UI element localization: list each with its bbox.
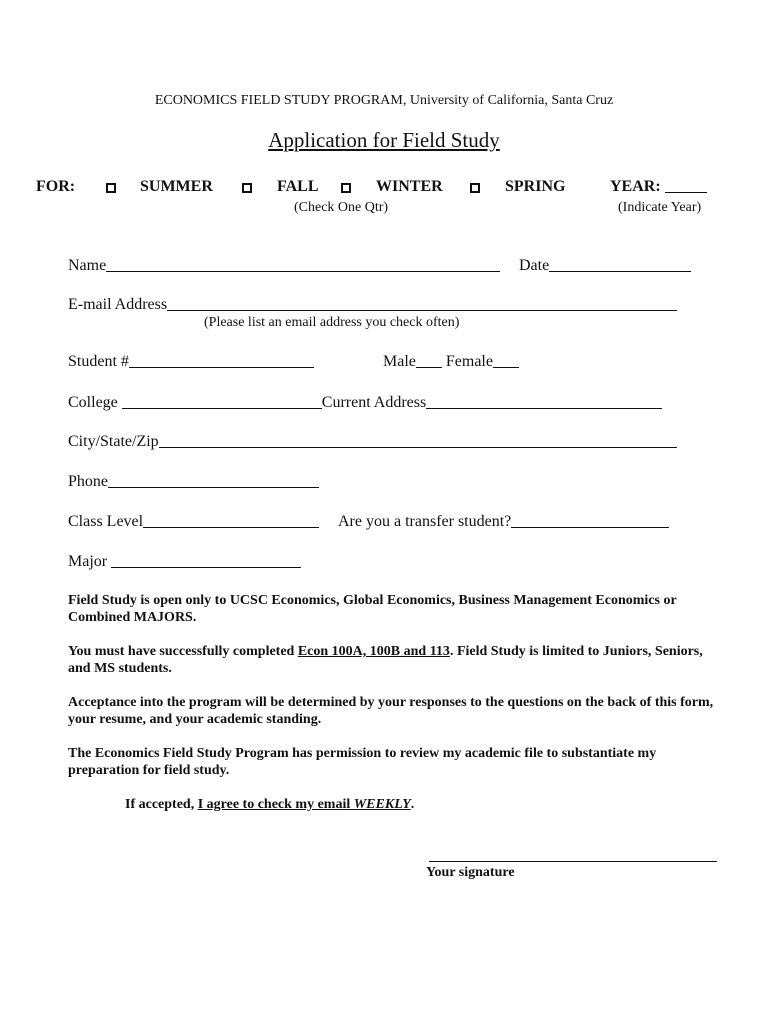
prerequisite-courses: Econ 100A, 100B and 113 bbox=[297, 644, 450, 659]
email-field bbox=[68, 296, 677, 314]
phone-field bbox=[68, 473, 319, 491]
name-field bbox=[68, 257, 500, 275]
prerequisite-limit: . Field Study is limited to Juniors, Seniors, and MS students. bbox=[68, 644, 703, 676]
phone-label: Phone bbox=[68, 473, 108, 490]
form-title: Application for Field Study bbox=[268, 128, 500, 152]
student-number-label: Student # bbox=[68, 353, 129, 370]
male-label: Male bbox=[383, 353, 416, 370]
email-note: (Please list an email address you check often) bbox=[204, 315, 460, 330]
class-level-field bbox=[68, 513, 319, 531]
summer-checkbox[interactable] bbox=[106, 183, 116, 193]
current-address-label: Current Address bbox=[321, 394, 427, 411]
agreement-underlined bbox=[198, 797, 411, 812]
winter-label: WINTER bbox=[376, 178, 443, 195]
permission-paragraph: The Economics Field Study Program has permission to review my academic file to substantiate my preparation for field study. bbox=[68, 746, 657, 778]
university-name: University of California, Santa Cruz bbox=[409, 93, 614, 108]
check-one-note: (Check One Qtr) bbox=[294, 200, 389, 215]
major-line[interactable] bbox=[111, 566, 301, 568]
agreement-weekly: WEEKLY bbox=[353, 797, 411, 812]
spring-checkbox[interactable] bbox=[470, 183, 480, 193]
transfer-field bbox=[338, 513, 669, 531]
transfer-line[interactable] bbox=[511, 526, 669, 528]
major-field bbox=[68, 553, 301, 571]
email-line[interactable] bbox=[167, 309, 677, 311]
date-field bbox=[519, 257, 691, 275]
program-name: ECONOMICS FIELD STUDY PROGRAM, bbox=[154, 93, 407, 108]
class-level-line[interactable] bbox=[143, 526, 319, 528]
year-label: YEAR: bbox=[610, 178, 661, 195]
college-line[interactable] bbox=[122, 407, 322, 409]
eligibility-paragraph: Field Study is open only to UCSC Economics, Global Economics, Business Management Economics or Combined MAJORS. bbox=[68, 593, 677, 625]
year-field bbox=[610, 178, 707, 196]
college-field bbox=[68, 394, 662, 412]
email-label: E-mail Address bbox=[68, 296, 168, 313]
fall-label: FALL bbox=[277, 178, 319, 195]
major-label: Major bbox=[68, 553, 108, 570]
gender-field bbox=[383, 353, 519, 371]
female-label: Female bbox=[445, 353, 493, 370]
college-label: College bbox=[68, 394, 118, 411]
current-address-line[interactable] bbox=[426, 407, 662, 409]
signature-label: Your signature bbox=[426, 865, 515, 880]
agreement-line bbox=[125, 797, 414, 813]
name-line[interactable] bbox=[106, 270, 500, 272]
date-label: Date bbox=[519, 257, 550, 274]
male-line[interactable] bbox=[416, 366, 442, 368]
transfer-label: Are you a transfer student? bbox=[338, 513, 512, 530]
city-state-zip-label: City/State/Zip bbox=[68, 433, 159, 450]
form-title-row bbox=[0, 128, 768, 153]
name-label: Name bbox=[68, 257, 107, 274]
summer-label: SUMMER bbox=[140, 178, 213, 195]
prerequisite-text: You must have successfully completed bbox=[68, 644, 295, 659]
prerequisite-paragraph bbox=[68, 643, 728, 677]
agreement-prefix: If accepted, bbox=[125, 797, 195, 812]
signature-line[interactable] bbox=[429, 861, 717, 862]
class-level-label: Class Level bbox=[68, 513, 144, 530]
phone-line[interactable] bbox=[108, 486, 319, 488]
winter-checkbox[interactable] bbox=[341, 183, 351, 193]
fall-checkbox[interactable] bbox=[242, 183, 252, 193]
agreement-period: . bbox=[410, 797, 415, 812]
student-number-field bbox=[68, 353, 314, 371]
acceptance-paragraph: Acceptance into the program will be determined by your responses to the questions on the back of this form, your resume, and your academic standing. bbox=[68, 695, 714, 727]
year-line[interactable] bbox=[665, 191, 707, 193]
date-line[interactable] bbox=[549, 270, 691, 272]
program-header bbox=[0, 93, 768, 109]
student-number-line[interactable] bbox=[129, 366, 314, 368]
female-line[interactable] bbox=[493, 366, 519, 368]
agreement-check-email: I agree to check my email bbox=[197, 797, 351, 812]
indicate-year-note: (Indicate Year) bbox=[618, 200, 702, 215]
for-label: FOR: bbox=[36, 178, 76, 195]
city-state-zip-line[interactable] bbox=[159, 446, 677, 448]
city-state-zip-field bbox=[68, 433, 677, 451]
spring-label: SPRING bbox=[505, 178, 566, 195]
